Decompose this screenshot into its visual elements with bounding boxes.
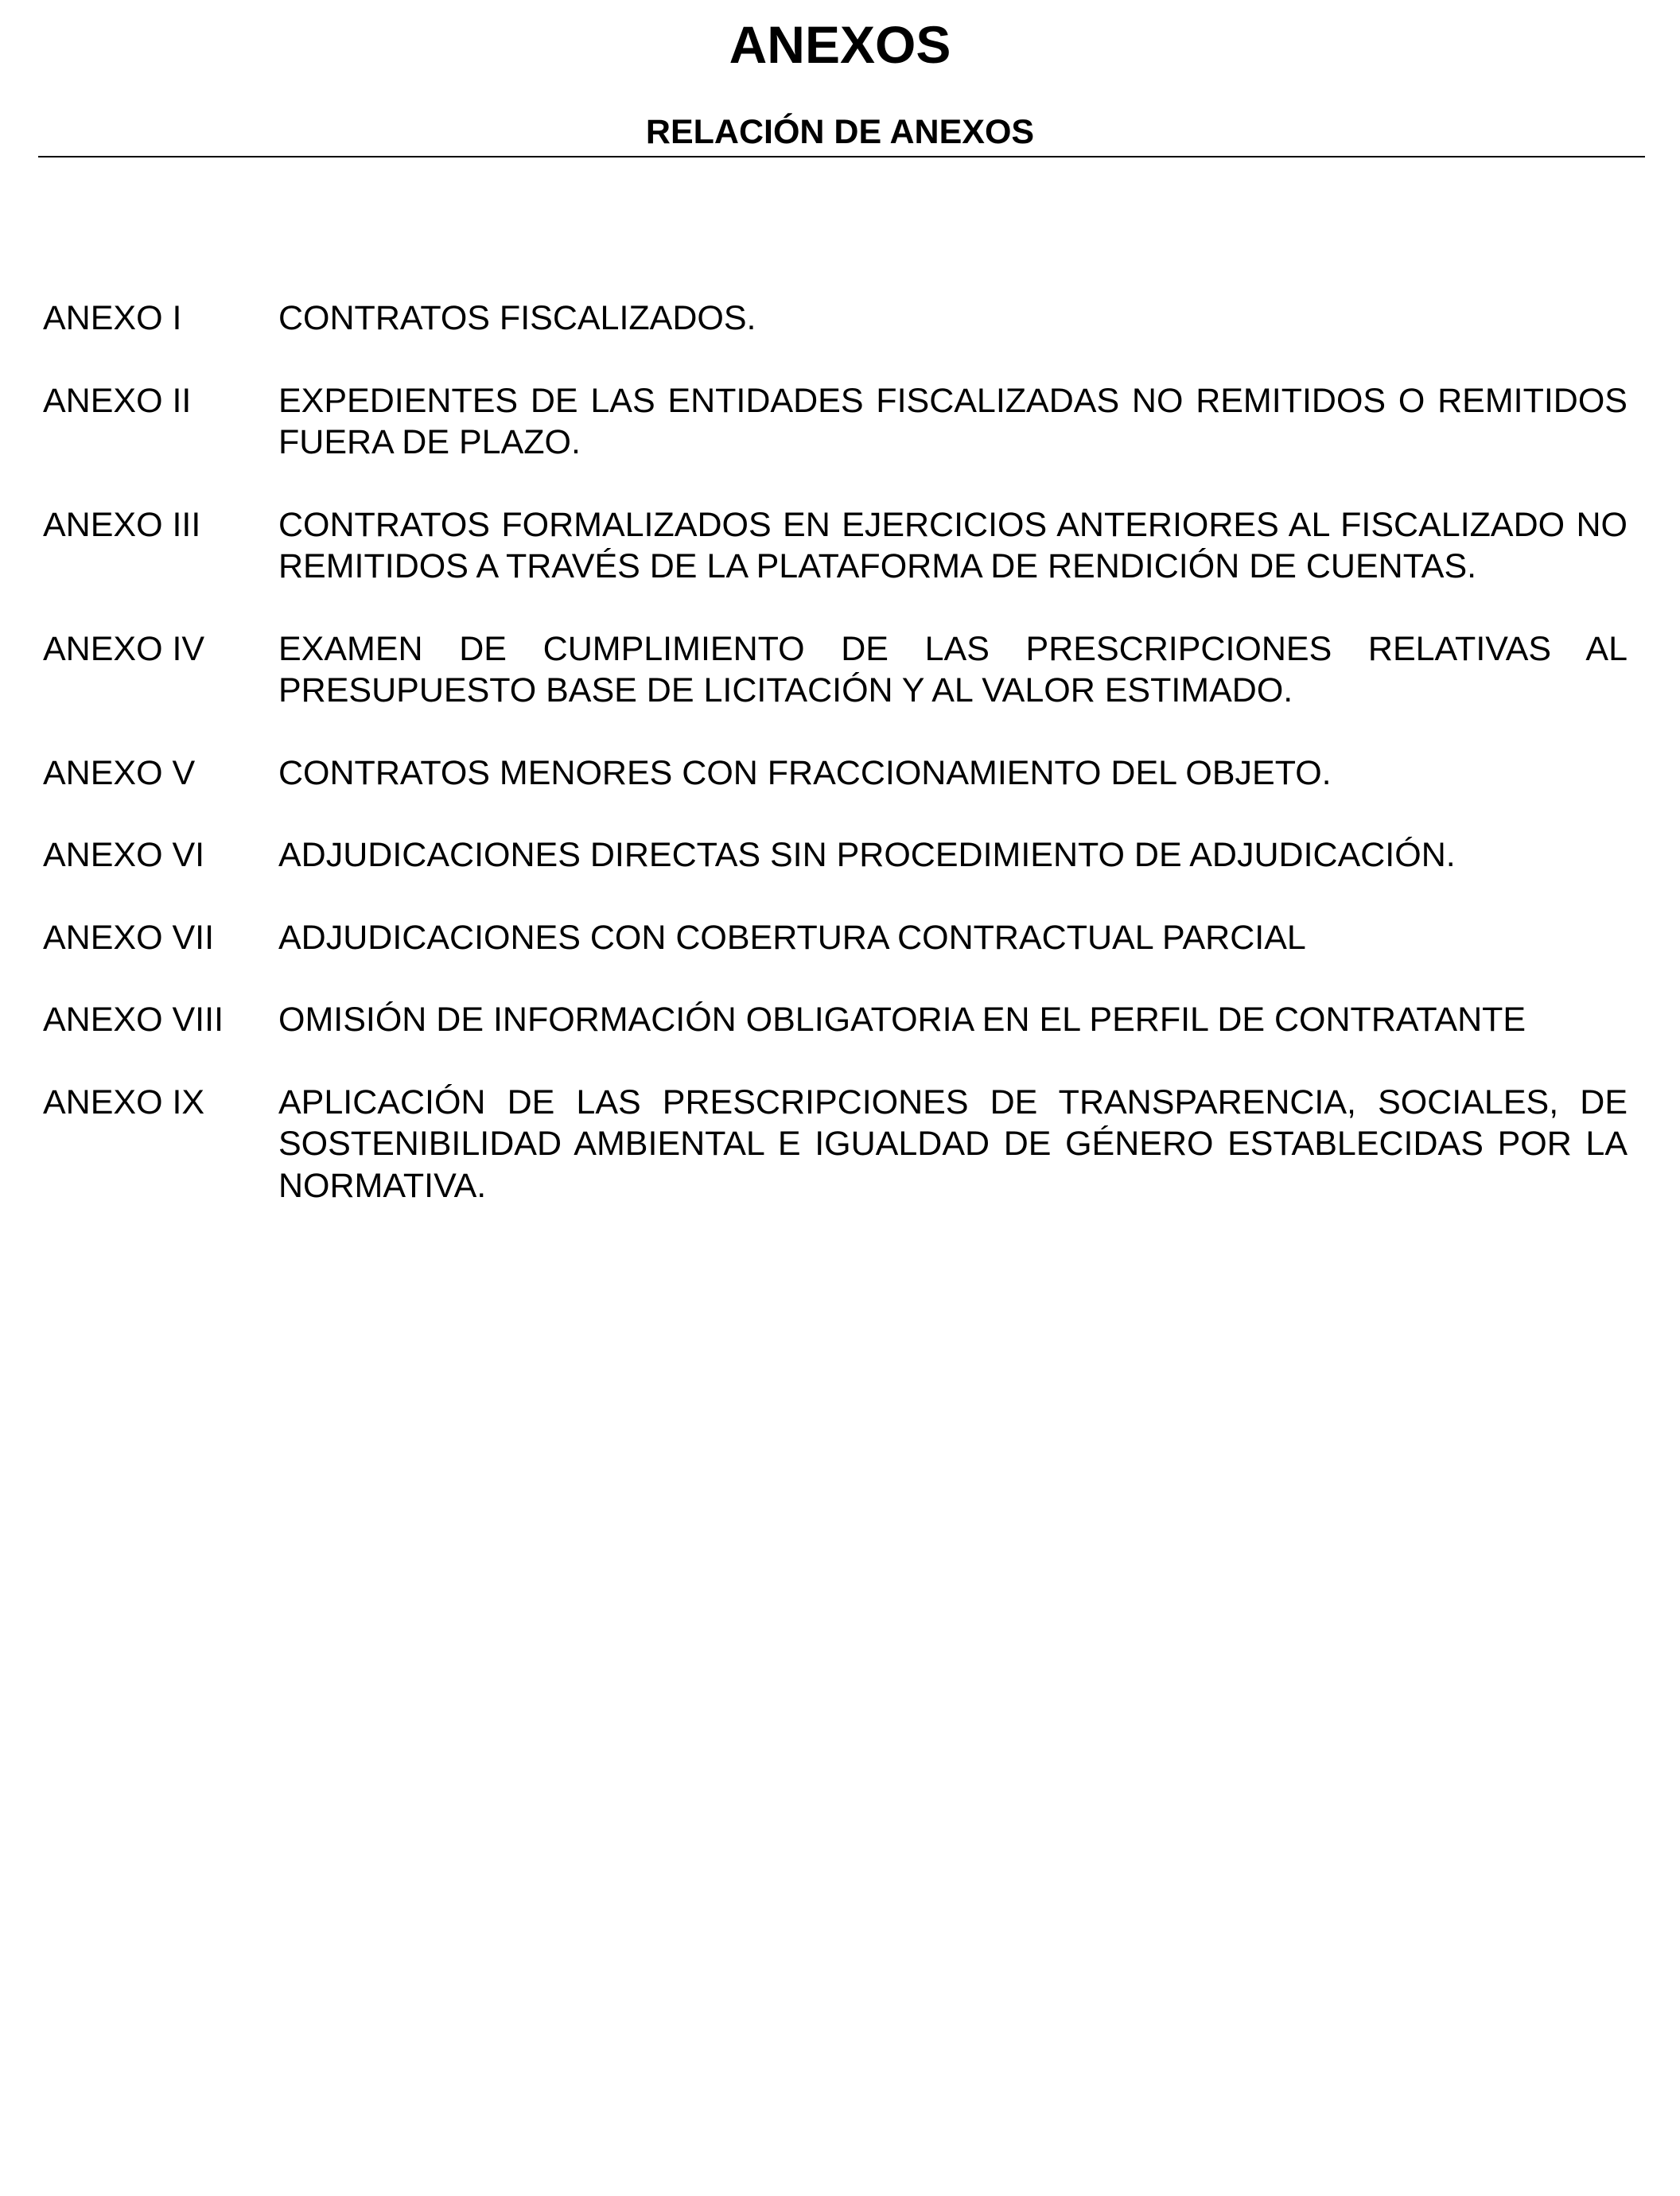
annex-item — [43, 752, 1628, 795]
annex-label: ANEXO IV — [43, 629, 205, 668]
annex-label: ANEXO VI — [43, 836, 205, 874]
annex-item — [43, 297, 1628, 340]
annex-item — [43, 999, 1628, 1041]
annex-item — [43, 504, 1628, 588]
annex-label: ANEXO IX — [43, 1082, 205, 1121]
annex-item — [43, 917, 1628, 959]
annex-label: ANEXO VIII — [43, 1001, 224, 1039]
page-title: ANEXOS — [729, 15, 951, 74]
annex-item — [43, 1082, 1628, 1207]
annex-description: ADJUDICACIONES CON COBERTURA CONTRACTUAL PARCIAL — [278, 918, 1306, 957]
page-subtitle: RELACIÓN DE ANEXOS — [645, 113, 1035, 151]
annex-label: ANEXO I — [43, 299, 182, 337]
annex-description: ADJUDICACIONES DIRECTAS SIN PROCEDIMIENTO DE ADJUDICACIÓN. — [278, 836, 1456, 874]
annex-description: CONTRATOS MENORES CON FRACCIONAMIENTO DEL OBJETO. — [278, 753, 1332, 792]
annex-label: ANEXO VII — [43, 918, 215, 957]
annex-description: CONTRATOS FISCALIZADOS. — [278, 299, 756, 337]
annex-item — [43, 834, 1628, 876]
annex-description: APLICACIÓN DE LAS PRESCRIPCIONES DE TRANSPARENCIA, SOCIALES, DE SOSTENIBILIDAD AMBIENTAL E IGUALDAD DE GÉNERO ESTABLECIDAS POR LA NORMATIVA. — [278, 1082, 1628, 1205]
annex-description: OMISIÓN DE INFORMACIÓN OBLIGATORIA EN EL PERFIL DE CONTRATANTE — [278, 1001, 1526, 1039]
annex-description: CONTRATOS FORMALIZADOS EN EJERCICIOS ANTERIORES AL FISCALIZADO NO REMITIDOS A TRAVÉS DE LA PLATAFORMA DE RENDICIÓN DE CUENTAS. — [278, 505, 1628, 585]
annex-list — [43, 297, 1628, 1247]
annex-label: ANEXO II — [43, 381, 192, 420]
annex-label: ANEXO V — [43, 753, 196, 792]
annex-description: EXAMEN DE CUMPLIMIENTO DE LAS PRESCRIPCIONES RELATIVAS AL PRESUPUESTO BASE DE LICITACIÓN Y AL VALOR ESTIMADO. — [278, 629, 1628, 709]
annex-label: ANEXO III — [43, 505, 201, 544]
annex-description: EXPEDIENTES DE LAS ENTIDADES FISCALIZADAS NO REMITIDOS O REMITIDOS FUERA DE PLAZO. — [278, 381, 1628, 461]
annex-item — [43, 380, 1628, 464]
annex-item — [43, 628, 1628, 712]
header-divider — [38, 156, 1645, 157]
